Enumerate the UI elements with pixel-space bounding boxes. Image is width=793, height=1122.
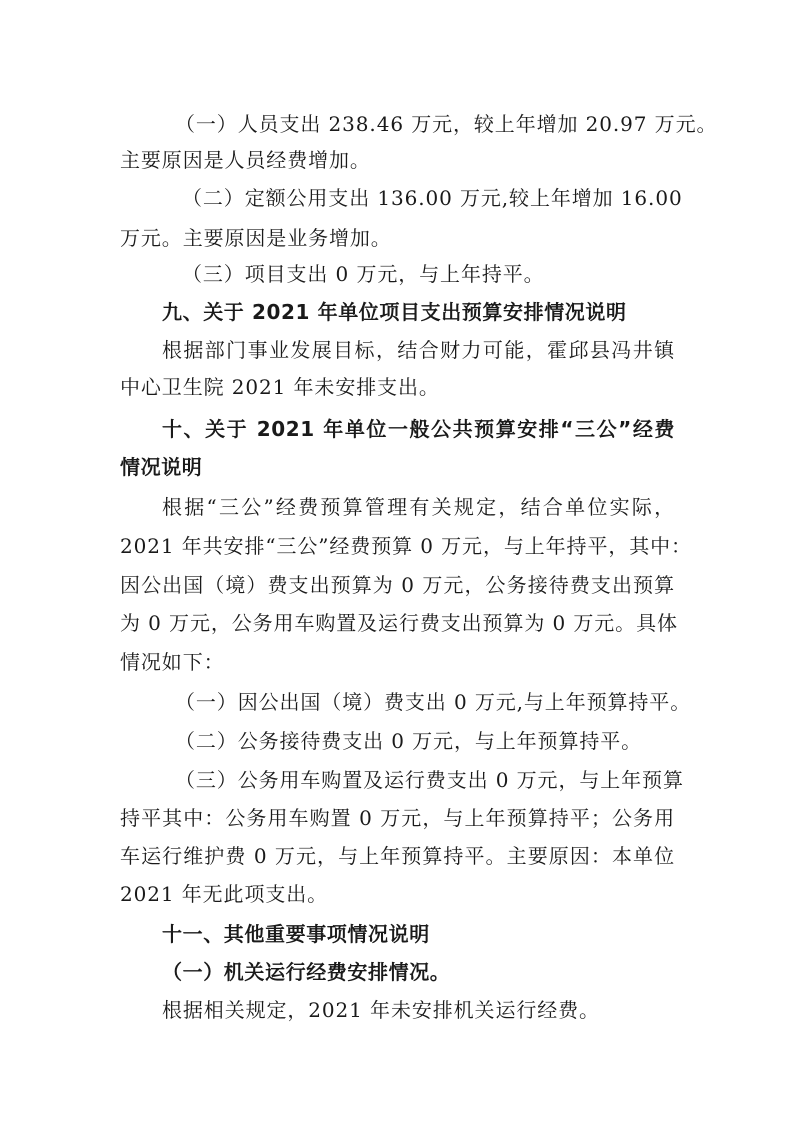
public-expense-line-2: 万元。主要原因是业务增加。 xyxy=(120,226,392,250)
overseas-expense-line: （一）因公出国（境）费支出 0 万元,与上年预算持平。 xyxy=(175,690,692,714)
reception-expense-line: （二）公务接待费支出 0 万元，与上年预算持平。 xyxy=(175,729,643,753)
section-10-body-line-5: 情况如下： xyxy=(120,650,225,674)
vehicle-expense-line-1: （三）公务用车购置及运行费支出 0 万元，与上年预算 xyxy=(175,768,684,792)
section-9-body-line-1: 根据部门事业发展目标，结合财力可能，霍邱县冯井镇 xyxy=(162,338,675,362)
personnel-expense-line-2: 主要原因是人员经费增加。 xyxy=(120,148,371,172)
section-10-body-line-4: 为 0 万元，公务用车购置及运行费支出预算为 0 万元。具体 xyxy=(120,611,678,635)
section-10-heading-line-1: 十、关于 2021 年单位一般公共预算安排“三公”经费 xyxy=(162,417,675,441)
personnel-expense-line-1: （一）人员支出 238.46 万元，较上年增加 20.97 万元。 xyxy=(175,112,718,136)
section-10-heading-line-2: 情况说明 xyxy=(120,455,203,479)
section-11-subheading: （一）机关运行经费安排情况。 xyxy=(162,960,451,984)
section-10-body-line-2: 2021 年共安排“三公”经费预算 0 万元，与上年持平，其中： xyxy=(120,534,692,558)
project-expense-line: （三）项目支出 0 万元，与上年持平。 xyxy=(182,262,545,286)
vehicle-expense-line-2: 持平其中：公务用车购置 0 万元，与上年预算持平；公务用 xyxy=(120,806,675,830)
vehicle-expense-line-3: 车运行维护费 0 万元，与上年预算持平。主要原因：本单位 xyxy=(120,844,675,868)
section-11-heading: 十一、其他重要事项情况说明 xyxy=(162,922,430,946)
section-10-body-line-3: 因公出国（境）费支出预算为 0 万元，公务接待费支出预算 xyxy=(120,573,675,597)
section-9-heading: 九、关于 2021 年单位项目支出预算安排情况说明 xyxy=(162,300,627,324)
section-10-body-line-1: 根据“三公”经费预算管理有关规定，结合单位实际， xyxy=(162,495,675,519)
section-11-body-line: 根据相关规定，2021 年未安排机关运行经费。 xyxy=(162,998,600,1022)
public-expense-line-1: （二）定额公用支出 136.00 万元,较上年增加 16.00 xyxy=(182,186,683,210)
vehicle-expense-line-4: 2021 年无此项支出。 xyxy=(120,882,329,906)
section-9-body-line-2: 中心卫生院 2021 年未安排支出。 xyxy=(120,375,440,399)
